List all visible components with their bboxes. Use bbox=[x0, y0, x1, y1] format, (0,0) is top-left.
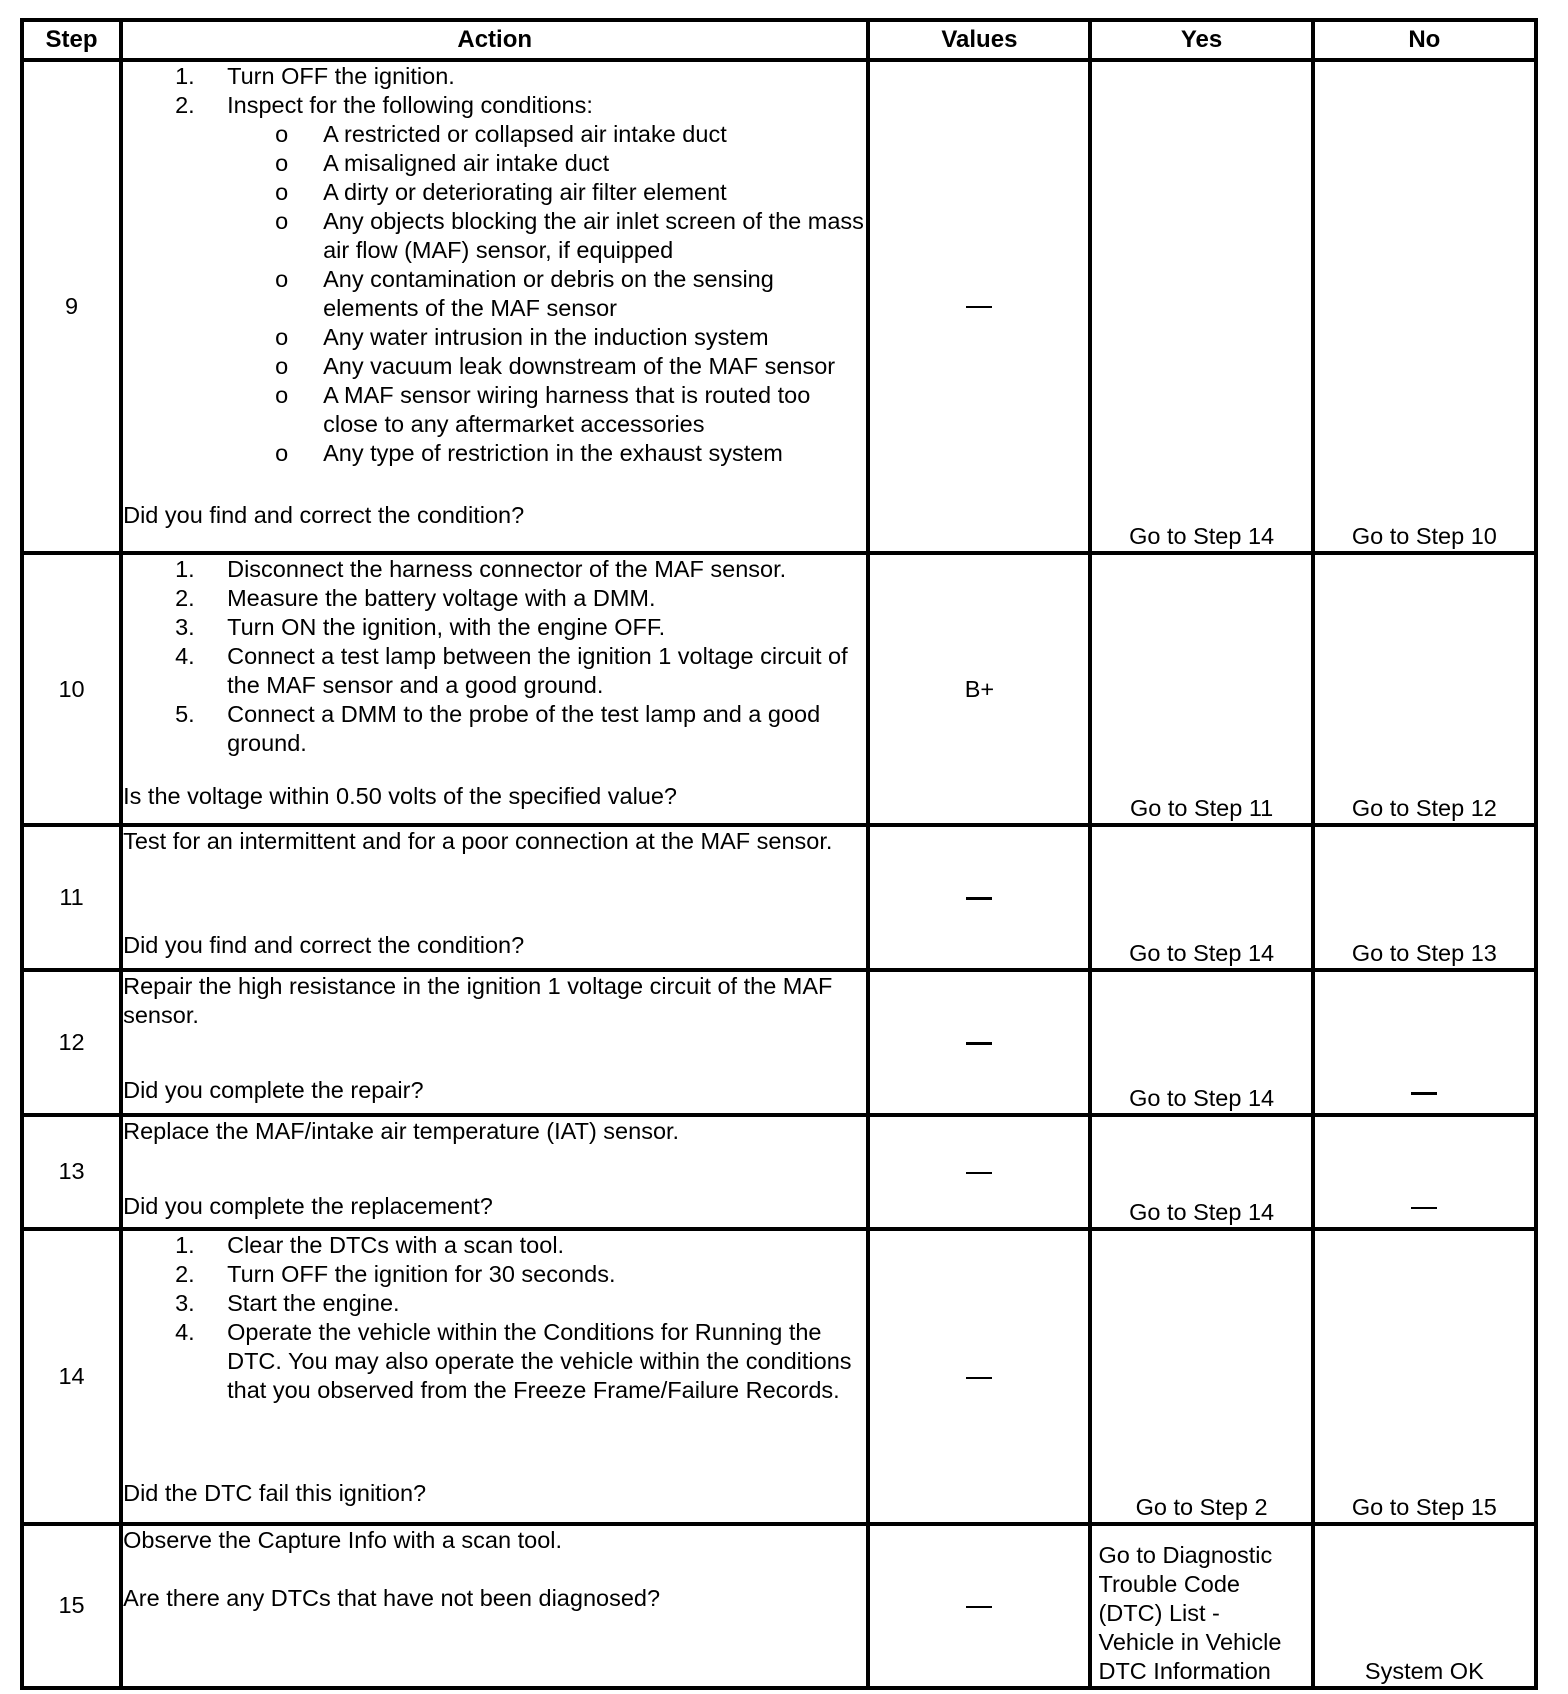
no-cell: Go to Step 13 bbox=[1313, 825, 1536, 970]
action-cell bbox=[121, 553, 868, 826]
list-item: 5. Connect a DMM to the probe of the test lamp and a good ground. bbox=[175, 700, 821, 756]
action-steps bbox=[123, 62, 866, 120]
yes-cell: Go to Diagnostic Trouble Code (DTC) List - Vehicle in Vehicle DTC Information bbox=[1090, 1524, 1312, 1688]
list-item: 2. Inspect for the following conditions: bbox=[175, 91, 593, 118]
dash-mark bbox=[1411, 1207, 1437, 1209]
action-question: Are there any DTCs that have not been diagnosed? bbox=[123, 1584, 661, 1611]
yes-cell: Go to Step 14 bbox=[1090, 1115, 1312, 1229]
action-cell bbox=[121, 1524, 868, 1688]
list-item: 1. Turn OFF the ignition. bbox=[175, 62, 455, 89]
step-number: 14 bbox=[22, 1229, 121, 1523]
list-item: 2. Measure the battery voltage with a DMM. bbox=[175, 584, 656, 611]
dash-mark bbox=[966, 1042, 992, 1045]
table-row bbox=[22, 1524, 1536, 1688]
action-steps bbox=[123, 555, 866, 758]
list-item: o Any contamination or debris on the sensing elements of the MAF sensor bbox=[275, 265, 774, 321]
action-steps bbox=[123, 1231, 866, 1405]
dash-mark bbox=[966, 1172, 992, 1174]
action-question: Did you complete the repair? bbox=[123, 1076, 424, 1103]
action-question: Did you complete the replacement? bbox=[123, 1192, 493, 1219]
yes-cell: Go to Step 14 bbox=[1090, 825, 1312, 970]
step-number: 12 bbox=[22, 970, 121, 1115]
header-no: No bbox=[1313, 20, 1536, 60]
action-cell bbox=[121, 970, 868, 1115]
header-step: Step bbox=[22, 20, 121, 60]
value-cell bbox=[868, 825, 1090, 970]
no-cell: Go to Step 10 bbox=[1313, 60, 1536, 553]
diagnostic-table bbox=[20, 18, 1538, 1690]
step-number: 11 bbox=[22, 825, 121, 970]
header-row bbox=[22, 20, 1536, 60]
no-cell: Go to Step 12 bbox=[1313, 553, 1536, 826]
table-row bbox=[22, 1115, 1536, 1229]
no-cell: System OK bbox=[1313, 1524, 1536, 1688]
list-item: o A MAF sensor wiring harness that is routed too close to any aftermarket accessories bbox=[275, 381, 811, 437]
no-cell bbox=[1313, 1115, 1536, 1229]
list-item: o Any water intrusion in the induction system bbox=[275, 323, 769, 350]
action-question: Did the DTC fail this ignition? bbox=[123, 1480, 427, 1507]
value-cell bbox=[868, 60, 1090, 553]
header-values: Values bbox=[868, 20, 1090, 60]
value-cell bbox=[868, 1115, 1090, 1229]
list-item: 4. Connect a test lamp between the ignition 1 voltage circuit of the MAF sensor and a good ground. bbox=[175, 642, 848, 698]
table-row bbox=[22, 553, 1536, 826]
value-cell bbox=[868, 970, 1090, 1115]
list-item: o A dirty or deteriorating air filter element bbox=[275, 178, 727, 205]
action-cell bbox=[121, 60, 868, 553]
value-cell bbox=[868, 1229, 1090, 1523]
no-cell: Go to Step 15 bbox=[1313, 1229, 1536, 1523]
yes-cell: Go to Step 14 bbox=[1090, 970, 1312, 1115]
list-item: 2. Turn OFF the ignition for 30 seconds. bbox=[175, 1261, 616, 1288]
table-row bbox=[22, 1229, 1536, 1523]
list-item: o Any type of restriction in the exhaust system bbox=[275, 439, 783, 466]
header-yes: Yes bbox=[1090, 20, 1312, 60]
list-item: o Any vacuum leak downstream of the MAF sensor bbox=[275, 352, 836, 379]
yes-cell: Go to Step 2 bbox=[1090, 1229, 1312, 1523]
list-item: 3. Turn ON the ignition, with the engine OFF. bbox=[175, 613, 666, 640]
value-cell: B+ bbox=[868, 553, 1090, 826]
dash-mark bbox=[966, 897, 992, 900]
list-item: o Any objects blocking the air inlet screen of the mass air flow (MAF) sensor, if equipped bbox=[275, 207, 864, 263]
header-action: Action bbox=[121, 20, 868, 60]
step-number: 9 bbox=[22, 60, 121, 553]
dash-mark bbox=[966, 1606, 992, 1608]
condition-list bbox=[123, 120, 866, 468]
table-row bbox=[22, 825, 1536, 970]
dash-mark bbox=[1411, 1092, 1437, 1095]
yes-cell: Go to Step 11 bbox=[1090, 553, 1312, 826]
action-question: Is the voltage within 0.50 volts of the specified value? bbox=[123, 782, 678, 809]
dash-mark bbox=[966, 1377, 992, 1379]
action-cell bbox=[121, 1229, 868, 1523]
action-text: Observe the Capture Info with a scan tool. bbox=[123, 1526, 563, 1553]
action-text: Repair the high resistance in the ignition 1 voltage circuit of the MAF sensor. bbox=[123, 972, 833, 1028]
no-cell bbox=[1313, 970, 1536, 1115]
list-item: 3. Start the engine. bbox=[175, 1290, 400, 1317]
table-row bbox=[22, 970, 1536, 1115]
action-text: Replace the MAF/intake air temperature (IAT) sensor. bbox=[123, 1117, 680, 1144]
action-question: Did you find and correct the condition? bbox=[123, 932, 525, 959]
step-number: 15 bbox=[22, 1524, 121, 1688]
value-cell bbox=[868, 1524, 1090, 1688]
action-cell bbox=[121, 825, 868, 970]
action-text: Test for an intermittent and for a poor connection at the MAF sensor. bbox=[123, 828, 833, 855]
step-number: 13 bbox=[22, 1115, 121, 1229]
dash-mark bbox=[966, 306, 992, 308]
table-row bbox=[22, 60, 1536, 553]
yes-cell: Go to Step 14 bbox=[1090, 60, 1312, 553]
action-question: Did you find and correct the condition? bbox=[123, 501, 525, 528]
list-item: 1. Clear the DTCs with a scan tool. bbox=[175, 1232, 565, 1259]
list-item: o A misaligned air intake duct bbox=[275, 149, 610, 176]
step-number: 10 bbox=[22, 553, 121, 826]
action-cell bbox=[121, 1115, 868, 1229]
list-item: o A restricted or collapsed air intake duct bbox=[275, 120, 727, 147]
list-item: 4. Operate the vehicle within the Conditions for Running the DTC. You may also operate the vehicle within the conditions that you observed from the Freeze Frame/Failure Records. bbox=[175, 1319, 852, 1404]
list-item: 1. Disconnect the harness connector of the MAF sensor. bbox=[175, 555, 787, 582]
